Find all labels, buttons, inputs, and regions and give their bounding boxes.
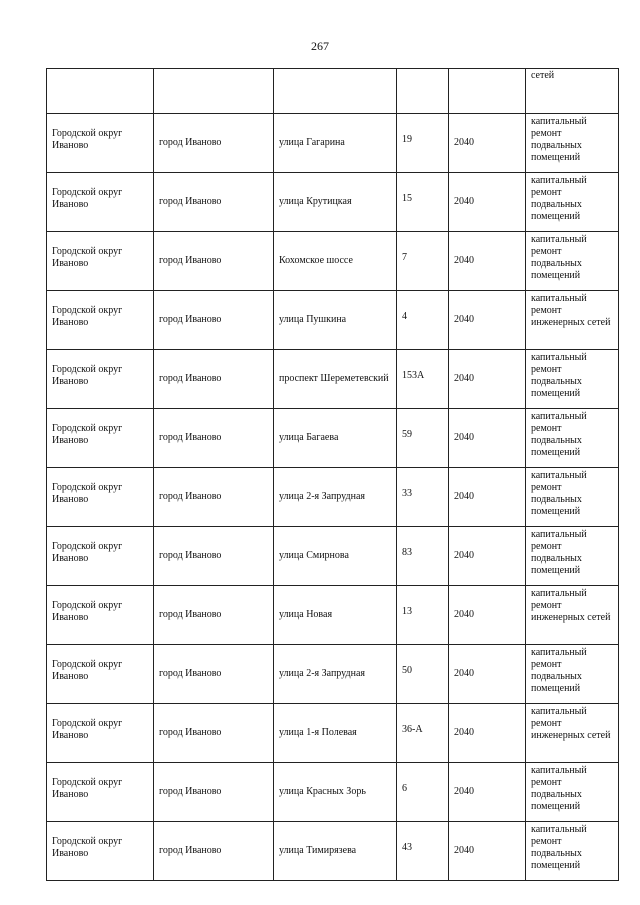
house-cell: [397, 763, 449, 822]
house-cell: [397, 232, 449, 291]
year-cell: [449, 69, 526, 114]
house-cell: [397, 468, 449, 527]
work-type-cell: капитальный ремонт подвальных помещений: [526, 645, 619, 704]
work-type-cell: капитальный ремонт подвальных помещений: [526, 763, 619, 822]
city-cell: город Иваново: [154, 763, 274, 822]
repair-schedule-table: [46, 68, 619, 881]
city-cell: город Иваново: [154, 704, 274, 763]
city-cell: город Иваново: [154, 291, 274, 350]
table-row: [47, 763, 619, 822]
house-cell: [397, 645, 449, 704]
work-type-cell: капитальный ремонт подвальных помещений: [526, 173, 619, 232]
district-cell: [47, 527, 154, 586]
city-cell: город Иваново: [154, 645, 274, 704]
district-cell: [47, 232, 154, 291]
table-row: [47, 822, 619, 881]
city-cell: город Иваново: [154, 173, 274, 232]
district-cell-text: Городской округ Иваново: [52, 541, 123, 564]
table-row: [47, 586, 619, 645]
table-row: [47, 527, 619, 586]
house-cell-text: 36-А: [402, 724, 423, 735]
district-cell: [47, 704, 154, 763]
street-cell: Кохомское шоссе: [274, 232, 397, 291]
year-cell: 2040: [449, 527, 526, 586]
work-type-cell: капитальный ремонт подвальных помещений: [526, 822, 619, 881]
street-cell: улица Новая: [274, 586, 397, 645]
district-cell: [47, 409, 154, 468]
city-cell: город Иваново: [154, 232, 274, 291]
work-type-cell: капитальный ремонт подвальных помещений: [526, 527, 619, 586]
work-type-cell: капитальный ремонт подвальных помещений: [526, 350, 619, 409]
district-cell-text: Городской округ Иваново: [52, 836, 123, 859]
district-cell-text: Городской округ Иваново: [52, 600, 123, 623]
district-cell-text: Городской округ Иваново: [52, 364, 123, 387]
house-cell: [397, 350, 449, 409]
house-cell-text: 15: [402, 193, 412, 204]
district-cell: [47, 645, 154, 704]
work-type-cell: капитальный ремонт подвальных помещений: [526, 114, 619, 173]
district-cell: [47, 114, 154, 173]
city-cell: город Иваново: [154, 822, 274, 881]
year-cell: 2040: [449, 468, 526, 527]
table-row: [47, 704, 619, 763]
district-cell: [47, 291, 154, 350]
house-cell-text: 50: [402, 665, 412, 676]
city-cell: город Иваново: [154, 468, 274, 527]
house-cell-text: 153А: [402, 370, 425, 381]
house-cell: [397, 114, 449, 173]
city-cell: город Иваново: [154, 527, 274, 586]
year-cell: 2040: [449, 409, 526, 468]
city-cell: город Иваново: [154, 586, 274, 645]
house-cell-text: 43: [402, 842, 412, 853]
table-row: [47, 114, 619, 173]
house-cell-text: 7: [402, 252, 407, 263]
table-row: [47, 409, 619, 468]
street-cell: улица Гагарина: [274, 114, 397, 173]
district-cell-text: Городской округ Иваново: [52, 423, 123, 446]
street-cell: улица 2-я Запрудная: [274, 645, 397, 704]
street-cell: улица Смирнова: [274, 527, 397, 586]
house-cell: [397, 173, 449, 232]
year-cell: 2040: [449, 350, 526, 409]
table-row: [47, 232, 619, 291]
district-cell: [47, 586, 154, 645]
work-type-cell: капитальный ремонт инженерных сетей: [526, 704, 619, 763]
work-type-cell: капитальный ремонт инженерных сетей: [526, 586, 619, 645]
district-cell-text: Городской округ Иваново: [52, 777, 123, 800]
house-cell-text: 19: [402, 134, 412, 145]
street-cell: улица Тимирязева: [274, 822, 397, 881]
district-cell: [47, 69, 154, 114]
district-cell-text: Городской округ Иваново: [52, 482, 123, 505]
district-cell-text: Городской округ Иваново: [52, 246, 123, 269]
district-cell: [47, 173, 154, 232]
work-type-cell: капитальный ремонт подвальных помещений: [526, 468, 619, 527]
table-row: [47, 468, 619, 527]
house-cell: [397, 69, 449, 114]
work-type-cell: сетей: [526, 69, 619, 114]
house-cell: [397, 409, 449, 468]
page-number: 267: [311, 39, 329, 53]
street-cell: улица 1-я Полевая: [274, 704, 397, 763]
house-cell: [397, 822, 449, 881]
house-cell-text: 6: [402, 783, 407, 794]
district-cell-text: Городской округ Иваново: [52, 659, 123, 682]
year-cell: 2040: [449, 704, 526, 763]
district-cell: [47, 763, 154, 822]
district-cell-text: Городской округ Иваново: [52, 305, 123, 328]
district-cell-text: Городской округ Иваново: [52, 187, 123, 210]
year-cell: 2040: [449, 763, 526, 822]
year-cell: 2040: [449, 822, 526, 881]
house-cell-text: 13: [402, 606, 412, 617]
house-cell: [397, 527, 449, 586]
city-cell: [154, 69, 274, 114]
house-cell: [397, 704, 449, 763]
street-cell: улица 2-я Запрудная: [274, 468, 397, 527]
district-cell-text: Городской округ Иваново: [52, 718, 123, 741]
year-cell: 2040: [449, 586, 526, 645]
house-cell-text: 59: [402, 429, 412, 440]
table-row: [47, 350, 619, 409]
year-cell: 2040: [449, 173, 526, 232]
house-cell-text: 33: [402, 488, 412, 499]
city-cell: город Иваново: [154, 114, 274, 173]
continued-row: [47, 69, 619, 114]
table-row: [47, 173, 619, 232]
street-cell: проспект Шереметевский: [274, 350, 397, 409]
year-cell: 2040: [449, 232, 526, 291]
work-type-cell: капитальный ремонт подвальных помещений: [526, 409, 619, 468]
street-cell: улица Багаева: [274, 409, 397, 468]
street-cell: улица Пушкина: [274, 291, 397, 350]
district-cell: [47, 350, 154, 409]
district-cell: [47, 822, 154, 881]
year-cell: 2040: [449, 114, 526, 173]
house-cell-text: 4: [402, 311, 407, 322]
house-cell: [397, 291, 449, 350]
street-cell: [274, 69, 397, 114]
work-type-cell: капитальный ремонт подвальных помещений: [526, 232, 619, 291]
year-cell: 2040: [449, 291, 526, 350]
work-type-cell: капитальный ремонт инженерных сетей: [526, 291, 619, 350]
table-row: [47, 645, 619, 704]
district-cell: [47, 468, 154, 527]
district-cell-text: Городской округ Иваново: [52, 128, 123, 151]
table-body: [47, 69, 619, 881]
year-cell: 2040: [449, 645, 526, 704]
street-cell: улица Красных Зорь: [274, 763, 397, 822]
street-cell: улица Крутицкая: [274, 173, 397, 232]
house-cell-text: 83: [402, 547, 412, 558]
table-row: [47, 291, 619, 350]
house-cell: [397, 586, 449, 645]
city-cell: город Иваново: [154, 350, 274, 409]
city-cell: город Иваново: [154, 409, 274, 468]
